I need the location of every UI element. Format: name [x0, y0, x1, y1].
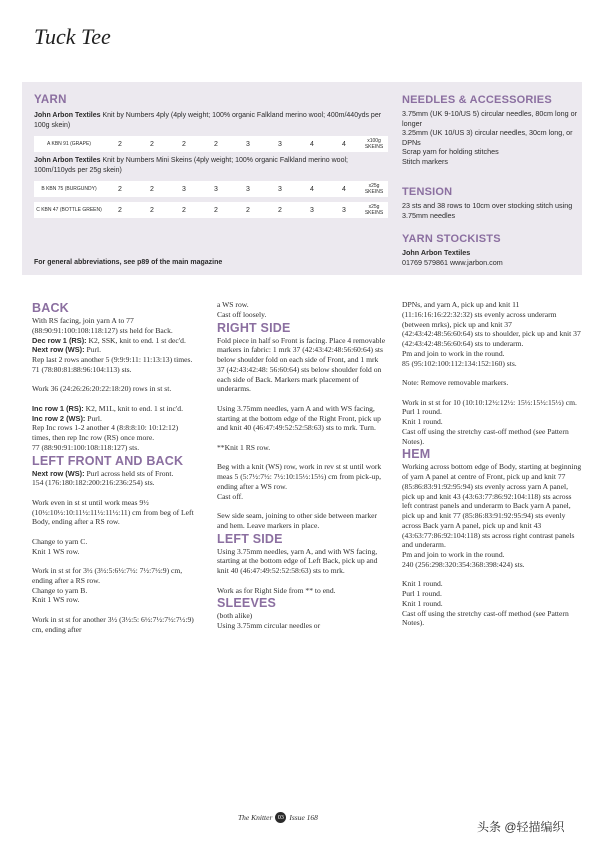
yarn-unit: x25g SKEINS — [364, 204, 384, 216]
section-heading-sleeves: SLEEVES — [217, 596, 277, 611]
column-1 — [32, 300, 198, 634]
section-heading-right-side: RIGHT SIDE — [217, 320, 291, 335]
paragraph: Beg with a knit (WS) row, work in rev st st until work meas 5 (5:7½:7½: 7½:10:15½:15½) cm from pick-up, ending after a WS row. — [217, 462, 382, 491]
yarn-qty: 3 — [342, 206, 346, 214]
paragraph: Work 36 (24:26:26:20:22:18:20) rows in st st. — [32, 384, 172, 394]
yarn-qty: 2 — [182, 140, 186, 148]
paragraph: Cast off using the stretchy cast-off method (see Pattern Notes). — [402, 608, 569, 628]
tension-heading: TENSION — [402, 186, 453, 198]
yarn-qty: 2 — [214, 140, 218, 148]
paragraph: 154 (176:180:182:200:216:236:254) sts. — [32, 478, 155, 488]
paragraph: Purl 1 round. — [402, 589, 442, 598]
needles-item: 3.75mm (UK 9-10/US 5) circular needles, 80cm long or longer — [402, 109, 577, 128]
yarn-qty: 3 — [278, 185, 282, 193]
yarn-unit: x100g SKEINS — [364, 138, 384, 150]
tension-text: 23 sts and 38 rows to 10cm over stocking stitch using 3.75mm needles — [402, 201, 573, 220]
paragraph: 240 (256:298:320:354:368:398:424) sts. — [402, 559, 525, 569]
paragraph: 85 (95:102:100:112:134:152:160) sts. — [402, 358, 517, 368]
paragraph: Using 3.75mm circular needles or — [217, 621, 321, 630]
column-2 — [217, 300, 387, 631]
section-heading-left-front-back: LEFT FRONT AND BACK — [32, 453, 184, 468]
yarn-qty: 2 — [214, 206, 218, 214]
yarn-qty: 3 — [278, 140, 282, 148]
paragraph: Knit 1 round. — [402, 579, 443, 589]
stockists-info — [402, 248, 578, 267]
needles-heading: NEEDLES & ACCESSORIES — [402, 94, 552, 106]
yarn-qty: 4 — [310, 140, 314, 148]
paragraph: Next row (WS): Purl across held sts of Front. — [32, 468, 174, 478]
paragraph: a WS row. — [217, 300, 249, 309]
paragraph: Knit 1 round. — [402, 417, 443, 426]
paragraph: Dec row 1 (RS): K2, SSK, knit to end. 1 st dec'd. — [32, 335, 186, 345]
paragraph: Working across bottom edge of Body, starting at beginning of yarn A panel at centre of Front, pick up and knit 77 (85:86:83:91:92:95:94) sts evenly across yarn A panel, pick up and knit 43 (43:63:77:86:92:104:118) sts across left contrast panels and underarm to Back yarn A panel, pick up and knit 77 (85:86:83:91:92:95:94) sts evenly across Back yarn A panel, pick up and knit 43 (43:63:77:86:92:104:118) sts across right contrast panels and underarm. — [402, 462, 582, 550]
yarn-qty: 2 — [150, 140, 154, 148]
needles-item: 3.25mm (UK 10/US 3) circular needles, 30cm long, or DPNs — [402, 128, 573, 147]
paragraph: Work as for Right Side from ** to end. — [217, 585, 336, 595]
paragraph: Work in st st for 3½ (3½:5:6½:7½: 7½:7½:9) cm, ending after a RS row. — [32, 566, 183, 585]
paragraph: Change to yarn C. — [32, 536, 88, 546]
page-footer — [238, 812, 318, 823]
stockist-contact: 01769 579861 www.jarbon.com — [402, 257, 503, 267]
paragraph: Using 3.75mm needles, yarn A, and with WS facing, starting at the bottom edge of Left Back, pick up and knit 40 (46:47:49:52:52:58:63) sts to mrk. — [217, 546, 378, 575]
yarn-qty: 2 — [118, 185, 122, 193]
paragraph: Rep Inc rows 1-2 another 4 (8:8:8:10: 10:12:12) times, then rep Inc row (RS) once more. — [32, 423, 179, 442]
yarn-qty: 3 — [310, 206, 314, 214]
paragraph: Pm and join to work in the round. — [402, 348, 505, 358]
paragraph: Next row (WS): Purl. — [32, 345, 102, 355]
paragraph: With RS facing, join yarn A to 77 (88:90:91:100:108:118:127) sts held for Back. — [32, 316, 173, 335]
paragraph: (both alike) — [217, 611, 253, 621]
paragraph: Note: Remove removable markers. — [402, 378, 509, 387]
yarn-row-a — [34, 136, 388, 152]
paragraph: Work even in st st until work meas 9½ (10½:10½:10:11½:11½:11½:11) cm from beg of Left Body, ending after a RS row. — [32, 497, 194, 527]
yarn-row-label: A KBN 91 (GRAPE) — [47, 141, 91, 147]
yarn-heading: YARN — [34, 94, 67, 106]
yarn-row-b — [34, 181, 388, 197]
yarn-qty: 4 — [310, 185, 314, 193]
paragraph: Change to yarn B. — [32, 585, 88, 595]
paragraph: Inc row 1 (RS): K2, M1L, knit to end. 1 st inc'd. — [32, 403, 183, 413]
yarn-qty: 2 — [150, 206, 154, 214]
yarn-description-1: John Arbon Textiles Knit by Numbers 4ply (4ply weight; 100% organic Falkland merino wool; 400m/440yds per 100g skein) — [34, 112, 382, 129]
paragraph: Work in st st for 10 (10:10:12½:12½: 15½:15½:15½) cm. — [402, 397, 577, 407]
page-number: 03 — [275, 812, 286, 823]
yarn-qty: 2 — [118, 140, 122, 148]
paragraph: Cast off loosely. — [217, 309, 267, 319]
paragraph: Rep last 2 rows another 5 (9:9:9:11: 11:13:13) times. — [32, 355, 193, 364]
paragraph: Purl 1 round. — [402, 407, 442, 417]
needles-list — [402, 109, 578, 167]
paragraph: Pm and join to work in the round. — [402, 550, 505, 559]
yarn-qty: 2 — [278, 206, 282, 214]
yarn-row-c — [34, 202, 388, 218]
yarn-qty: 4 — [342, 140, 346, 148]
paragraph: Cast off using the stretchy cast-off method (see Pattern Notes). — [402, 426, 569, 446]
yarn-qty: 3 — [182, 185, 186, 193]
paragraph: 71 (78:80:81:88:96:104:113) sts. — [32, 364, 132, 374]
yarn-qty: 2 — [182, 206, 186, 214]
stockists-heading: YARN STOCKISTS — [402, 233, 501, 245]
paragraph: 77 (88:90:91:100:108:118:127) sts. — [32, 442, 140, 452]
yarn-unit: x25g SKEINS — [364, 183, 384, 195]
needles-item: Stitch markers — [402, 156, 448, 166]
yarn-qty: 2 — [150, 185, 154, 193]
yarn-qty: 3 — [214, 185, 218, 193]
watermark: 头条 @轻描编织 — [477, 820, 565, 834]
paragraph: Knit 1 WS row. — [32, 546, 80, 556]
paragraph: DPNs, and yarn A, pick up and knit 11 (11:16:16:16:22:32:32) sts evenly across underarm (between mrks), pick up and knit 37 (42:43:42:48:56:60:64) sts to shoulder, pick up and knit 37 (42:43:42:48:56:60:64) sts to underarm. — [402, 300, 581, 348]
issue-number: Issue 168 — [289, 813, 318, 822]
yarn-qty: 3 — [246, 185, 250, 193]
yarn-qty: 2 — [118, 206, 122, 214]
paragraph: Work in st st for another 3½ (3½:5: 6½:7½:7½:7½:9) cm, ending after — [32, 614, 194, 634]
section-heading-hem: HEM — [402, 447, 431, 462]
abbreviations-note: For general abbreviations, see p89 of the main magazine — [34, 259, 223, 266]
paragraph: Cast off. — [217, 491, 244, 501]
paragraph: Knit 1 round. — [402, 598, 443, 608]
paragraph: Inc row 2 (WS): Purl. — [32, 413, 102, 423]
needles-item: Scrap yarn for holding stitches — [402, 147, 499, 157]
paragraph: Knit 1 WS row. — [32, 595, 80, 605]
stockist-name: John Arbon Textiles — [402, 248, 471, 257]
paragraph: **Knit 1 RS row. — [217, 442, 271, 452]
paragraph: Sew side seam, joining to other side between marker and hem. Leave markers in place. — [217, 511, 378, 530]
yarn-description-2: John Arbon Textiles Knit by Numbers Mini Skeins (4ply weight; 100% organic Falkland merino wool; 100m/110yds per 25g skein) — [34, 157, 348, 174]
page-title: Tuck Tee — [34, 24, 111, 49]
paragraph: Using 3.75mm needles, yarn A and with WS facing, starting at the bottom edge of the Right Front, pick up and knit 40 (46:47:49:52:52:58:63) sts to mrk. Turn. — [217, 403, 381, 433]
yarn-row-label: C KBN 47 (BOTTLE GREEN) — [36, 207, 102, 213]
yarn-qty: 4 — [342, 185, 346, 193]
section-heading-back: BACK — [32, 301, 69, 315]
yarn-qty: 2 — [246, 206, 250, 214]
column-3 — [402, 300, 582, 628]
yarn-qty: 3 — [246, 140, 250, 148]
magazine-name: The Knitter — [238, 813, 273, 822]
yarn-row-label: B KBN 75 (BURGUNDY) — [41, 186, 97, 192]
section-heading-left-side: LEFT SIDE — [217, 531, 283, 546]
paragraph: Fold piece in half so Front is facing. Place 4 removable markers in fabric: 1 mrk 37 (42:43:42:48:56:60:64) sts below shoulder fold on each side of Front, and 1 mrk 37 (42:43:42:48: 56:60:64) sts below shoulder fold on each side of Back. Markers mark placement of underarms. — [217, 335, 386, 394]
